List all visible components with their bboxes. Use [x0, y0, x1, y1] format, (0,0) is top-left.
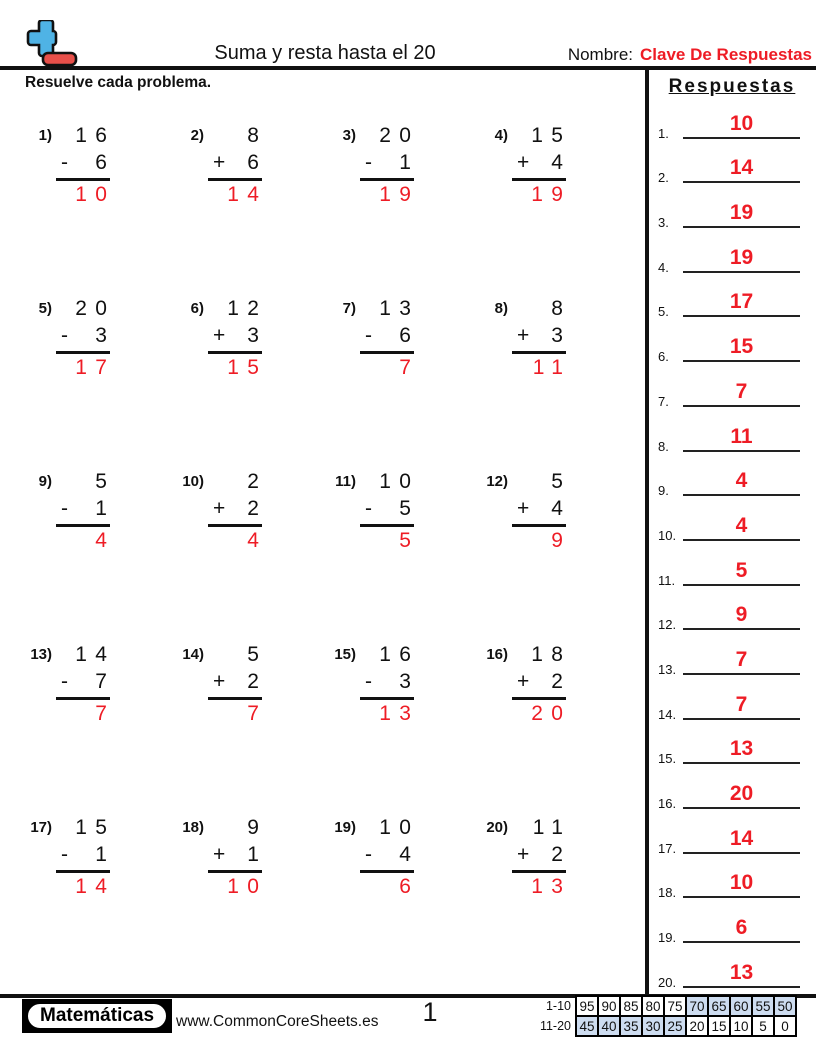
answer-item-value: 10: [729, 871, 754, 895]
problem-body: [213, 124, 268, 207]
bottom-operand: 3: [551, 324, 572, 347]
answer-item-value: 10: [729, 111, 754, 135]
answer-item-number: 19.: [658, 930, 677, 946]
top-operand: 16: [75, 124, 116, 147]
score-table: [536, 995, 797, 1037]
operator: +: [213, 324, 234, 347]
problem-body: [213, 470, 268, 553]
answer-item-value: 13: [729, 960, 754, 984]
operator: +: [517, 324, 538, 347]
top-operand: 2: [247, 470, 268, 493]
answer-item: [650, 323, 812, 368]
bottom-operand: 2: [551, 843, 572, 866]
problem-answer: 4: [95, 529, 116, 552]
answer-line: [208, 351, 262, 354]
answer-item-number: 6.: [658, 349, 669, 365]
score-cell: 65: [708, 996, 730, 1016]
answer-blank-line: [683, 226, 800, 228]
operator: -: [365, 151, 381, 174]
bottom-operand: 4: [551, 497, 572, 520]
problem-body: [517, 643, 572, 726]
answer-item-number: 3.: [658, 215, 669, 231]
answer-item-number: 7.: [658, 393, 669, 409]
answer-item-number: 8.: [658, 438, 669, 454]
problem: [28, 643, 180, 816]
problem: [28, 816, 180, 989]
answer-item-value: 17: [729, 290, 754, 314]
answer-item: [650, 234, 812, 279]
operator: -: [365, 670, 381, 693]
answer-item-value: 15: [729, 335, 754, 359]
answer-item-number: 18.: [658, 885, 677, 901]
answer-blank-line: [683, 137, 800, 139]
answer-item: [650, 100, 812, 145]
answer-line: [512, 697, 566, 700]
answer-line: [56, 351, 110, 354]
operator: +: [517, 151, 538, 174]
operator: -: [61, 151, 77, 174]
answer-item-number: 16.: [658, 796, 677, 811]
top-operand: 5: [247, 643, 268, 666]
problem-number: 14): [182, 646, 204, 663]
bottom-operand: 2: [247, 497, 268, 520]
top-operand: 20: [379, 124, 420, 147]
problem: [28, 124, 180, 297]
problem-body: [213, 643, 268, 726]
answer-line: [56, 870, 110, 873]
problem-body: [61, 643, 116, 726]
operator: -: [365, 324, 381, 347]
problem-answer: 17: [75, 356, 116, 379]
answer-blank-line: [683, 941, 800, 943]
answer-item-value: 9: [735, 603, 748, 627]
answer-item: [650, 502, 812, 547]
top-operand: 10: [379, 470, 420, 493]
problem: [484, 470, 636, 643]
answer-item: [650, 726, 812, 771]
score-cell: 40: [598, 1016, 620, 1036]
answer-line: [512, 870, 566, 873]
problem-number: 4): [494, 127, 508, 144]
name-value: Clave De Respuestas: [640, 45, 812, 64]
answer-item-value: 20: [729, 782, 754, 805]
problem: [484, 124, 636, 297]
problem-answer: 14: [75, 875, 116, 898]
problem-number: 9): [38, 473, 52, 490]
problem-number: 8): [494, 300, 508, 317]
top-operand: 5: [551, 470, 572, 493]
problem: [484, 643, 636, 816]
answer-blank-line: [683, 181, 800, 183]
answer-item-value: 11: [730, 424, 753, 448]
answer-line: [512, 524, 566, 527]
problem-body: [365, 816, 420, 899]
answer-line: [360, 178, 414, 181]
answer-item-number: 20.: [658, 974, 677, 990]
answer-item-number: 17.: [658, 840, 677, 856]
problem-answer: 9: [551, 529, 572, 552]
problem: [180, 470, 332, 643]
problem-answer: 6: [399, 875, 420, 898]
answer-item: [650, 458, 812, 503]
answer-item: [650, 279, 812, 324]
answer-item-value: 19: [729, 245, 754, 269]
operator: +: [213, 151, 234, 174]
problem-answer: 14: [227, 183, 268, 206]
answer-item-value: 6: [735, 916, 748, 940]
answer-item: [650, 770, 812, 815]
bottom-operand: 6: [399, 324, 420, 347]
answer-line: [56, 697, 110, 700]
operator: +: [213, 670, 234, 693]
answer-item-number: 12.: [658, 617, 677, 633]
answer-item: [650, 681, 812, 726]
top-operand: 13: [379, 297, 420, 320]
answer-item-number: 11.: [658, 572, 676, 588]
operator: -: [61, 843, 77, 866]
problem-number: 19): [334, 819, 356, 836]
problem-body: [213, 816, 268, 899]
answer-item: [650, 145, 812, 190]
score-row-label: 1-10: [545, 999, 571, 1013]
bottom-operand: 4: [551, 151, 572, 174]
bottom-operand: 1: [247, 843, 268, 866]
top-operand: 11: [532, 816, 572, 839]
answer-blank-line: [683, 584, 800, 586]
score-cell: 30: [642, 1016, 664, 1036]
answers-panel: [650, 100, 812, 994]
score-cell: 0: [774, 1016, 796, 1036]
problem-body: [517, 297, 572, 380]
answer-line: [512, 351, 566, 354]
bottom-operand: 6: [95, 151, 116, 174]
operator: -: [61, 497, 77, 520]
answer-item-number: 13.: [658, 661, 677, 677]
answer-line: [512, 178, 566, 181]
answer-blank-line: [683, 673, 800, 675]
answer-item: [650, 636, 812, 681]
name-row: [568, 45, 812, 65]
score-cell: 15: [708, 1016, 730, 1036]
problem-answer: 10: [75, 183, 116, 206]
problem-number: 20): [486, 819, 508, 836]
bottom-operand: 3: [399, 670, 420, 693]
answer-item: [650, 547, 812, 592]
answer-item-value: 7: [735, 692, 748, 716]
answers-panel-divider: [645, 70, 649, 994]
bottom-operand: 6: [247, 151, 268, 174]
answer-item-value: 5: [735, 558, 748, 582]
problem: [180, 643, 332, 816]
problem-body: [365, 643, 420, 726]
score-cell: 85: [620, 996, 642, 1016]
problem-number: 6): [190, 300, 204, 317]
operator: +: [517, 497, 538, 520]
top-operand: 14: [75, 643, 116, 666]
score-cell: 10: [730, 1016, 752, 1036]
top-operand: 8: [551, 297, 572, 320]
bottom-operand: 1: [399, 151, 420, 174]
answer-item-value: 14: [729, 156, 754, 180]
problem: [332, 124, 484, 297]
answer-blank-line: [683, 494, 800, 496]
problem: [484, 297, 636, 470]
problem-answer: 13: [379, 702, 420, 725]
answer-item: [650, 368, 812, 413]
top-operand: 10: [379, 816, 420, 839]
answers-panel-title: Respuestas: [668, 76, 796, 97]
top-operand: 8: [247, 124, 268, 147]
answer-item-number: 4.: [658, 259, 669, 275]
score-cell: 80: [642, 996, 664, 1016]
answer-line: [360, 870, 414, 873]
score-row: [536, 1016, 796, 1036]
answer-blank-line: [683, 852, 800, 854]
instruction-text: Resuelve cada problema.: [25, 74, 212, 91]
answer-blank-line: [683, 762, 800, 764]
score-cell: 45: [576, 1016, 598, 1036]
answer-blank-line: [683, 271, 800, 273]
bottom-operand: 2: [247, 670, 268, 693]
answer-item: [650, 949, 812, 994]
problem-number: 5): [38, 300, 52, 317]
bottom-operand: 1: [95, 843, 116, 866]
page-number: 1: [422, 997, 438, 1027]
operator: -: [365, 497, 381, 520]
score-cell: 75: [664, 996, 686, 1016]
score-cell: 60: [730, 996, 752, 1016]
score-cell: 35: [620, 1016, 642, 1036]
problem-number: 2): [190, 127, 204, 144]
problem: [28, 297, 180, 470]
answer-blank-line: [683, 986, 800, 988]
operator: -: [61, 324, 77, 347]
answer-item-number: 15.: [658, 751, 677, 767]
problem-body: [517, 816, 572, 899]
answer-blank-line: [683, 539, 800, 541]
problem-body: [365, 124, 420, 207]
answer-item-value: 4: [735, 513, 748, 537]
score-cell: 95: [576, 996, 598, 1016]
answer-item-value: 14: [729, 826, 754, 850]
problem: [332, 643, 484, 816]
answer-item-value: 13: [729, 737, 754, 761]
problem-number: 10): [182, 473, 204, 490]
problem-body: [61, 816, 116, 899]
answer-line: [56, 524, 110, 527]
problem-body: [365, 470, 420, 553]
operator: -: [365, 843, 381, 866]
score-cell: 25: [664, 1016, 686, 1036]
problem-body: [517, 124, 572, 207]
answer-item: [650, 904, 812, 949]
problem: [332, 816, 484, 989]
problem: [332, 470, 484, 643]
operator: +: [517, 670, 538, 693]
top-operand: 20: [75, 297, 116, 320]
bottom-operand: 2: [551, 670, 572, 693]
problem-answer: 7: [247, 702, 268, 725]
answer-item-value: 4: [735, 469, 748, 493]
top-operand: 18: [531, 643, 572, 666]
score-cell: 5: [752, 1016, 774, 1036]
problem-body: [61, 297, 116, 380]
answer-blank-line: [683, 360, 800, 362]
answer-line: [208, 178, 262, 181]
problem: [180, 124, 332, 297]
brand-badge: [22, 999, 172, 1033]
answer-line: [208, 524, 262, 527]
top-operand: 16: [379, 643, 420, 666]
top-operand: 15: [531, 124, 572, 147]
bottom-operand: 3: [247, 324, 268, 347]
answer-blank-line: [683, 405, 800, 407]
worksheet-title: Suma y resta hasta el 20: [214, 42, 436, 64]
problem-answer: 19: [531, 183, 572, 206]
name-label: Nombre:: [567, 45, 634, 64]
answer-item-number: 9.: [658, 483, 669, 499]
score-cell: 70: [686, 996, 708, 1016]
operator: +: [517, 843, 538, 866]
operator: -: [61, 670, 77, 693]
score-cell: 55: [752, 996, 774, 1016]
answer-item-number: 2.: [658, 170, 669, 186]
answer-item-value: 7: [735, 647, 748, 671]
problem-answer: 15: [227, 356, 268, 379]
problem-number: 1): [38, 127, 52, 144]
problem-number: 11): [335, 473, 356, 490]
problem: [180, 297, 332, 470]
problem-body: [61, 124, 116, 207]
score-row: [536, 996, 796, 1016]
problem-number: 17): [30, 819, 52, 836]
score-row-label: 11-20: [539, 1019, 571, 1033]
bottom-operand: 7: [95, 670, 116, 693]
problem-body: [61, 470, 116, 553]
answer-item-value: 19: [729, 201, 754, 225]
top-operand: 5: [95, 470, 116, 493]
problem-answer: 11: [532, 356, 572, 379]
answer-blank-line: [683, 450, 800, 452]
answer-line: [360, 697, 414, 700]
answer-line: [208, 870, 262, 873]
problem-body: [213, 297, 268, 380]
site-url: www.CommonCoreSheets.es: [176, 1013, 379, 1030]
problem-body: [365, 297, 420, 380]
answer-blank-line: [683, 628, 800, 630]
answer-line: [360, 524, 414, 527]
score-cell: 20: [686, 1016, 708, 1036]
bottom-operand: 5: [399, 497, 420, 520]
answer-item-value: 7: [735, 379, 748, 403]
answer-item-number: 14.: [658, 706, 677, 722]
top-operand: 12: [227, 297, 268, 320]
top-operand: 9: [247, 816, 268, 839]
bottom-operand: 1: [95, 497, 116, 520]
answer-item-number: 5.: [658, 304, 669, 320]
top-operand: 15: [75, 816, 116, 839]
answer-item: [650, 815, 812, 860]
problem: [180, 816, 332, 989]
answer-item: [650, 413, 812, 458]
brand-label: Matemáticas: [26, 1002, 168, 1030]
answer-item: [650, 592, 812, 637]
problem-answer: 20: [531, 702, 572, 725]
problem: [484, 816, 636, 989]
problem-answer: 5: [399, 529, 420, 552]
answer-line: [360, 351, 414, 354]
answer-blank-line: [683, 315, 800, 317]
problem-number: 7): [342, 300, 356, 317]
problem-number: 12): [486, 473, 508, 490]
bottom-operand: 3: [95, 324, 116, 347]
problem-answer: 19: [379, 183, 420, 206]
problem-answer: 10: [227, 875, 268, 898]
problem-number: 13): [30, 646, 52, 663]
problem-answer: 7: [399, 356, 420, 379]
answer-line: [56, 178, 110, 181]
problem: [332, 297, 484, 470]
answer-blank-line: [683, 807, 800, 809]
answer-item-number: 1.: [658, 125, 669, 141]
answer-line: [208, 697, 262, 700]
problem-number: 3): [342, 127, 356, 144]
problem: [28, 470, 180, 643]
operator: +: [213, 497, 234, 520]
problem-body: [517, 470, 572, 553]
answer-blank-line: [683, 718, 800, 720]
problem-answer: 7: [95, 702, 116, 725]
answer-blank-line: [683, 896, 800, 898]
problem-answer: 13: [531, 875, 572, 898]
answer-item-number: 10.: [658, 527, 677, 543]
problem-number: 18): [182, 819, 204, 836]
problem-number: 15): [334, 646, 356, 663]
answer-item: [650, 860, 812, 905]
operator: +: [213, 843, 234, 866]
problems-grid: [28, 124, 643, 989]
score-cell: 90: [598, 996, 620, 1016]
problem-answer: 4: [247, 529, 268, 552]
score-cell: 50: [774, 996, 796, 1016]
problem-number: 16): [486, 646, 508, 663]
answer-item: [650, 189, 812, 234]
bottom-operand: 4: [399, 843, 420, 866]
header-divider: [0, 66, 816, 70]
